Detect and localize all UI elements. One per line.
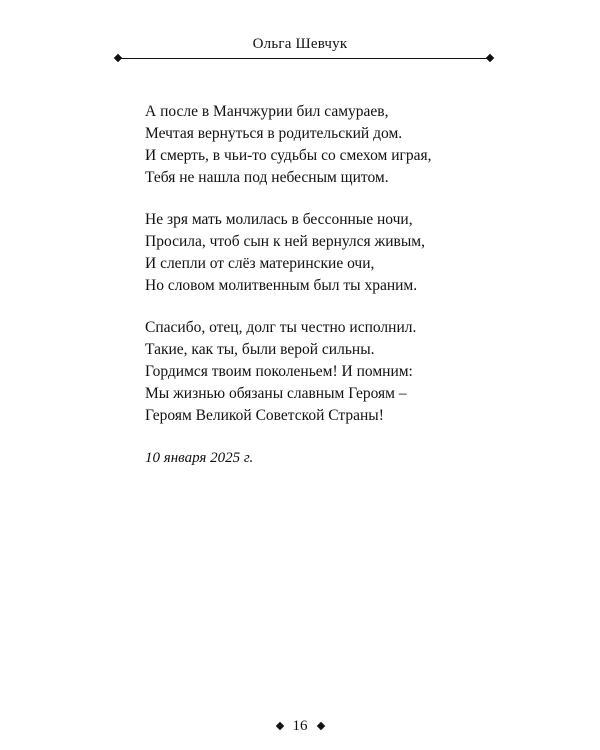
poem-line: Тебя не нашла под небесным щитом. [145, 169, 389, 186]
header-rule [120, 58, 490, 59]
footer-left-diamond-icon [275, 722, 283, 730]
poem-line: Не зря мать молилась в бессонные ночи, [145, 211, 413, 228]
stanza-1 [145, 101, 485, 189]
poem-line: Но словом молитвенным был ты храним. [145, 277, 418, 294]
header-rule-right-diamond-icon [486, 54, 494, 62]
poem-line: И слепли от слёз материнские очи, [145, 255, 375, 272]
stanza-2 [145, 209, 485, 297]
poem-line: И смерть, в чьи-то судьбы со смехом играя, [145, 147, 432, 164]
poem-date: 10 января 2025 г. [145, 450, 254, 466]
poem-line: Гордимся твоим поколеньем! И помним: [145, 363, 413, 380]
poem-line: Героям Великой Советской Страны! [145, 407, 384, 424]
stanza-3 [145, 317, 485, 427]
poem-line: Такие, как ты, были верой сильны. [145, 341, 375, 358]
poem-line: Мечтая вернуться в родительский дом. [145, 125, 403, 142]
header-rule-left-diamond-icon [114, 54, 122, 62]
poem-line: А после в Манчжурии бил самураев, [145, 103, 389, 120]
page-number: 16 [292, 718, 308, 734]
poem-line: Просила, чтоб сын к ней вернулся живым, [145, 233, 425, 250]
poem-line: Спасибо, отец, долг ты честно исполнил. [145, 319, 417, 336]
page-footer [0, 716, 600, 740]
poem-body [145, 101, 485, 469]
poem-line: Мы жизнью обязаны славным Героям – [145, 385, 407, 402]
footer-right-diamond-icon [316, 722, 324, 730]
running-header [0, 0, 600, 80]
header-author: Ольга Шевчук [252, 36, 348, 52]
